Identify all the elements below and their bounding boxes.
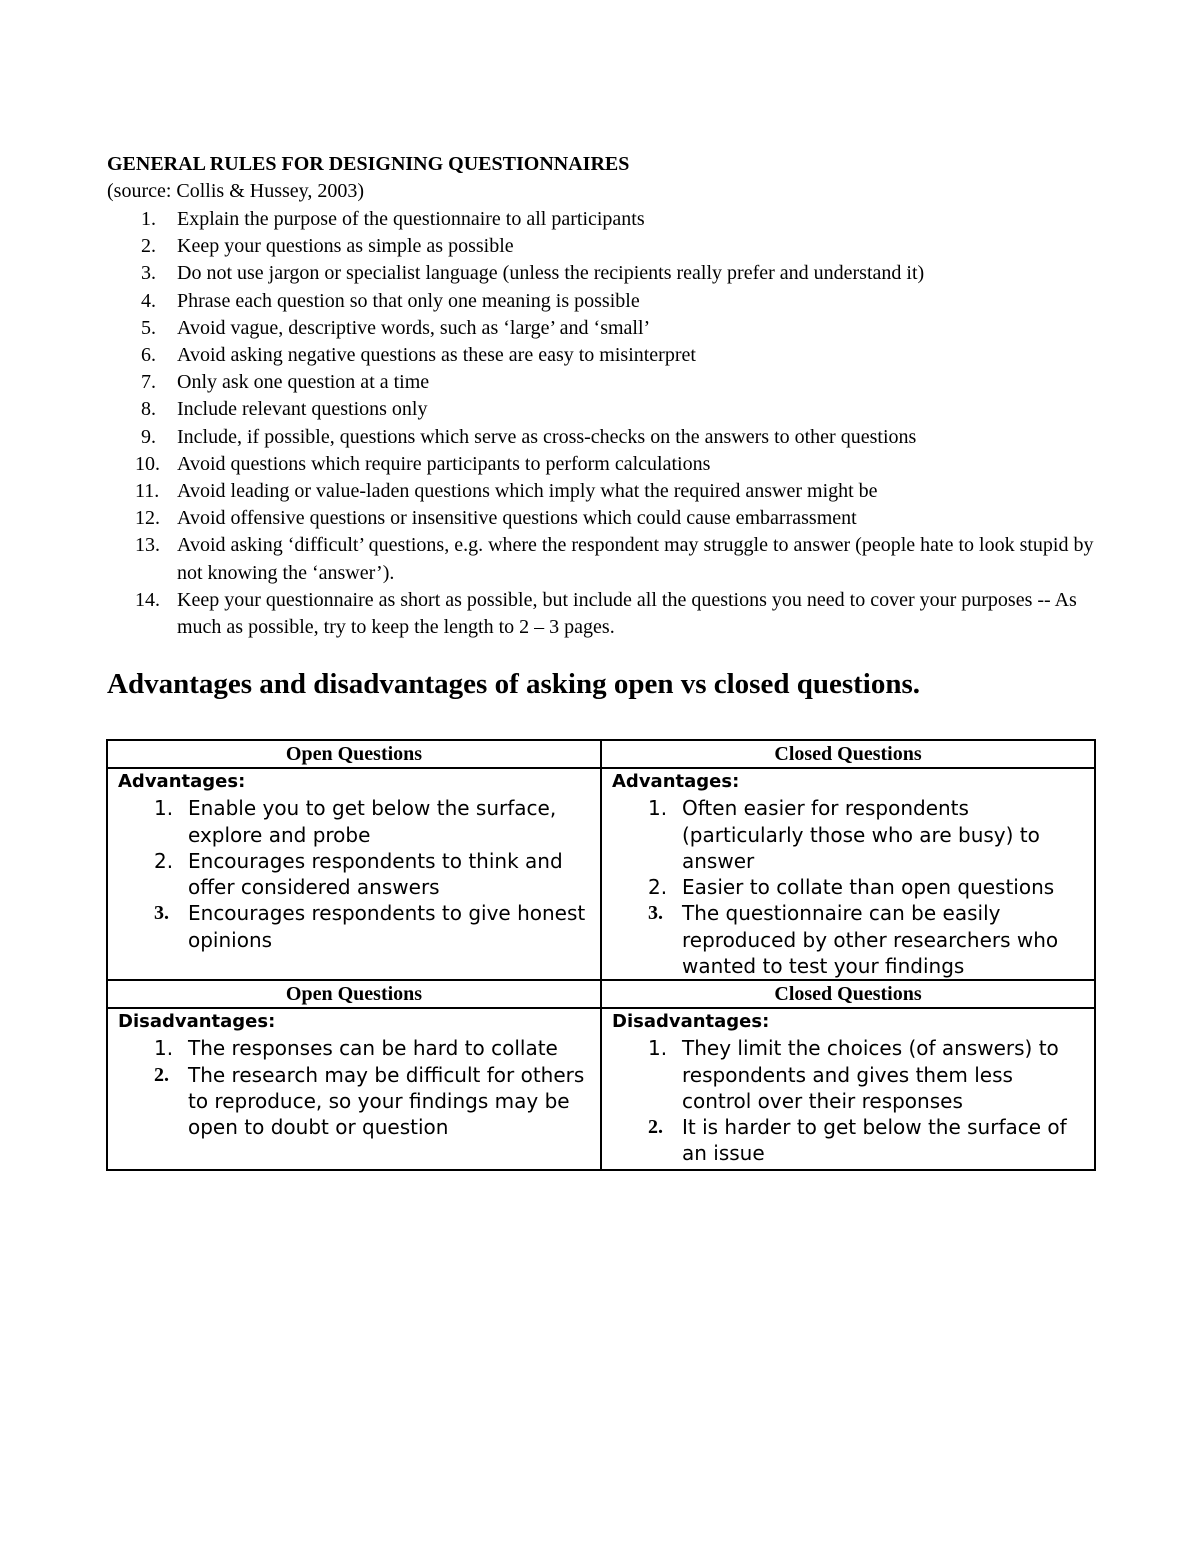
rule-text: Avoid leading or value-laden questions which imply what the required answer might be <box>177 480 878 503</box>
rule-number: 11. <box>135 480 160 503</box>
rule-number: 2. <box>141 235 156 258</box>
list-item <box>118 900 592 953</box>
rule-text: Do not use jargon or specialist language (unless the recipients really prefer and understand it) <box>177 262 925 285</box>
rule-text: Avoid offensive questions or insensitive questions which could cause embarrassment <box>177 507 857 530</box>
rule-number: 1. <box>141 208 156 230</box>
item-number: 1. <box>648 1036 668 1061</box>
document-title: GENERAL RULES FOR DESIGNING QUESTIONNAIRES <box>107 153 630 175</box>
item-number: 1. <box>154 796 174 821</box>
table-header-row <box>107 740 1095 768</box>
rule-item <box>107 396 1107 423</box>
rule-item <box>107 288 1107 315</box>
item-text: They limit the choices (of answers) to respondents and gives them less control over their responses <box>682 1036 1059 1113</box>
rule-text: Explain the purpose of the questionnaire to all participants <box>177 208 645 230</box>
item-number: 2. <box>648 1116 663 1139</box>
item-number: 3. <box>648 902 663 925</box>
advantages-row <box>107 768 1095 980</box>
rule-text: Keep your questions as simple as possible <box>177 235 514 258</box>
closed-disadvantages-cell <box>601 1008 1095 1170</box>
item-text: Often easier for respondents (particularly those who are busy) to answer <box>682 796 1040 873</box>
rule-number: 7. <box>141 371 156 394</box>
rule-text: Avoid vague, descriptive words, such as ‘large’ and ‘small’ <box>177 316 651 339</box>
rule-item <box>107 260 1107 287</box>
rule-number: 14. <box>135 588 160 611</box>
item-text: Encourages respondents to think and offer considered answers <box>188 848 563 900</box>
item-number: 1. <box>154 1036 174 1061</box>
closed-questions-header: Closed Questions <box>601 980 1095 1008</box>
section-title: Advantages and disadvantages of asking open vs closed questions. <box>107 668 920 700</box>
rule-item <box>107 505 1107 532</box>
rule-item <box>107 315 1107 342</box>
rule-text: Avoid asking negative questions as these are easy to misinterpret <box>177 344 696 367</box>
source-citation: (source: Collis & Hussey, 2003) <box>107 180 365 202</box>
list-item <box>118 1035 592 1061</box>
rule-number: 10. <box>135 452 160 475</box>
closed-questions-header: Closed Questions <box>601 740 1095 768</box>
rule-item <box>107 478 1107 505</box>
item-number: 3. <box>154 902 169 925</box>
list-item <box>118 1062 592 1141</box>
disadvantages-row <box>107 1008 1095 1170</box>
rule-text: Include relevant questions only <box>177 398 428 421</box>
open-disadvantages-list <box>118 1035 592 1140</box>
rule-number: 5. <box>141 316 156 339</box>
item-number: 1. <box>648 796 668 821</box>
closed-advantages-list <box>612 795 1086 979</box>
open-advantages-cell <box>107 768 601 980</box>
item-text: Easier to collate than open questions <box>682 875 1055 900</box>
advantages-label: Advantages: <box>118 771 246 792</box>
list-item <box>118 848 592 901</box>
advantages-label: Advantages: <box>612 771 740 792</box>
item-number: 2. <box>648 875 668 900</box>
open-questions-header: Open Questions <box>107 980 601 1008</box>
rule-number: 8. <box>141 398 156 421</box>
item-text: Enable you to get below the surface, explore and probe <box>188 796 557 847</box>
open-questions-header: Open Questions <box>107 740 601 768</box>
rule-number: 4. <box>141 289 156 312</box>
rule-text: Keep your questionnaire as short as possible, but include all the questions you need to cover your purposes -- As much as possible, try to keep the length to 2 – 3 pages. <box>177 588 1077 639</box>
open-disadvantages-cell <box>107 1008 601 1170</box>
list-item <box>118 795 592 848</box>
rule-number: 3. <box>141 262 156 285</box>
rule-item <box>107 342 1107 369</box>
rule-number: 12. <box>135 507 160 530</box>
item-number: 2. <box>154 848 174 873</box>
disadvantages-label: Disadvantages: <box>612 1011 770 1032</box>
rules-list <box>107 206 1107 641</box>
list-item <box>612 795 1086 874</box>
table-subheader-row <box>107 980 1095 1008</box>
rule-number: 13. <box>135 534 160 557</box>
comparison-table <box>106 739 1096 1171</box>
closed-advantages-cell <box>601 768 1095 980</box>
rule-text: Only ask one question at a time <box>177 371 430 394</box>
rule-item <box>107 424 1107 451</box>
item-text: The responses can be hard to collate <box>188 1036 558 1061</box>
rule-item <box>107 451 1107 478</box>
rule-text: Phrase each question so that only one meaning is possible <box>177 289 640 312</box>
rule-text: Include, if possible, questions which serve as cross-checks on the answers to other questions <box>177 425 917 448</box>
list-item <box>612 900 1086 979</box>
rule-text: Avoid asking ‘difficult’ questions, e.g. where the respondent may struggle to answer (people hate to look stupid by not knowing the ‘answer’). <box>177 534 1094 584</box>
rule-text: Avoid questions which require participants to perform calculations <box>177 452 711 475</box>
rule-item <box>107 233 1107 260</box>
open-advantages-list <box>118 795 592 953</box>
closed-disadvantages-list <box>612 1035 1086 1166</box>
item-number: 2. <box>154 1063 169 1086</box>
rule-item <box>107 587 1107 641</box>
item-text: The research may be difficult for others to reproduce, so your findings may be open to doubt or question <box>188 1062 585 1140</box>
list-item <box>612 1035 1086 1114</box>
item-text: It is harder to get below the surface of an issue <box>682 1115 1067 1166</box>
list-item <box>612 874 1086 900</box>
item-text: Encourages respondents to give honest opinions <box>188 901 586 952</box>
item-text: The questionnaire can be easily reproduced by other researchers who wanted to test your findings <box>682 901 1059 979</box>
disadvantages-label: Disadvantages: <box>118 1011 276 1032</box>
rule-number: 9. <box>141 425 156 448</box>
list-item <box>612 1114 1086 1167</box>
rule-number: 6. <box>141 344 156 367</box>
rule-item <box>107 369 1107 396</box>
rule-item <box>107 532 1107 586</box>
rule-item <box>107 206 1107 233</box>
